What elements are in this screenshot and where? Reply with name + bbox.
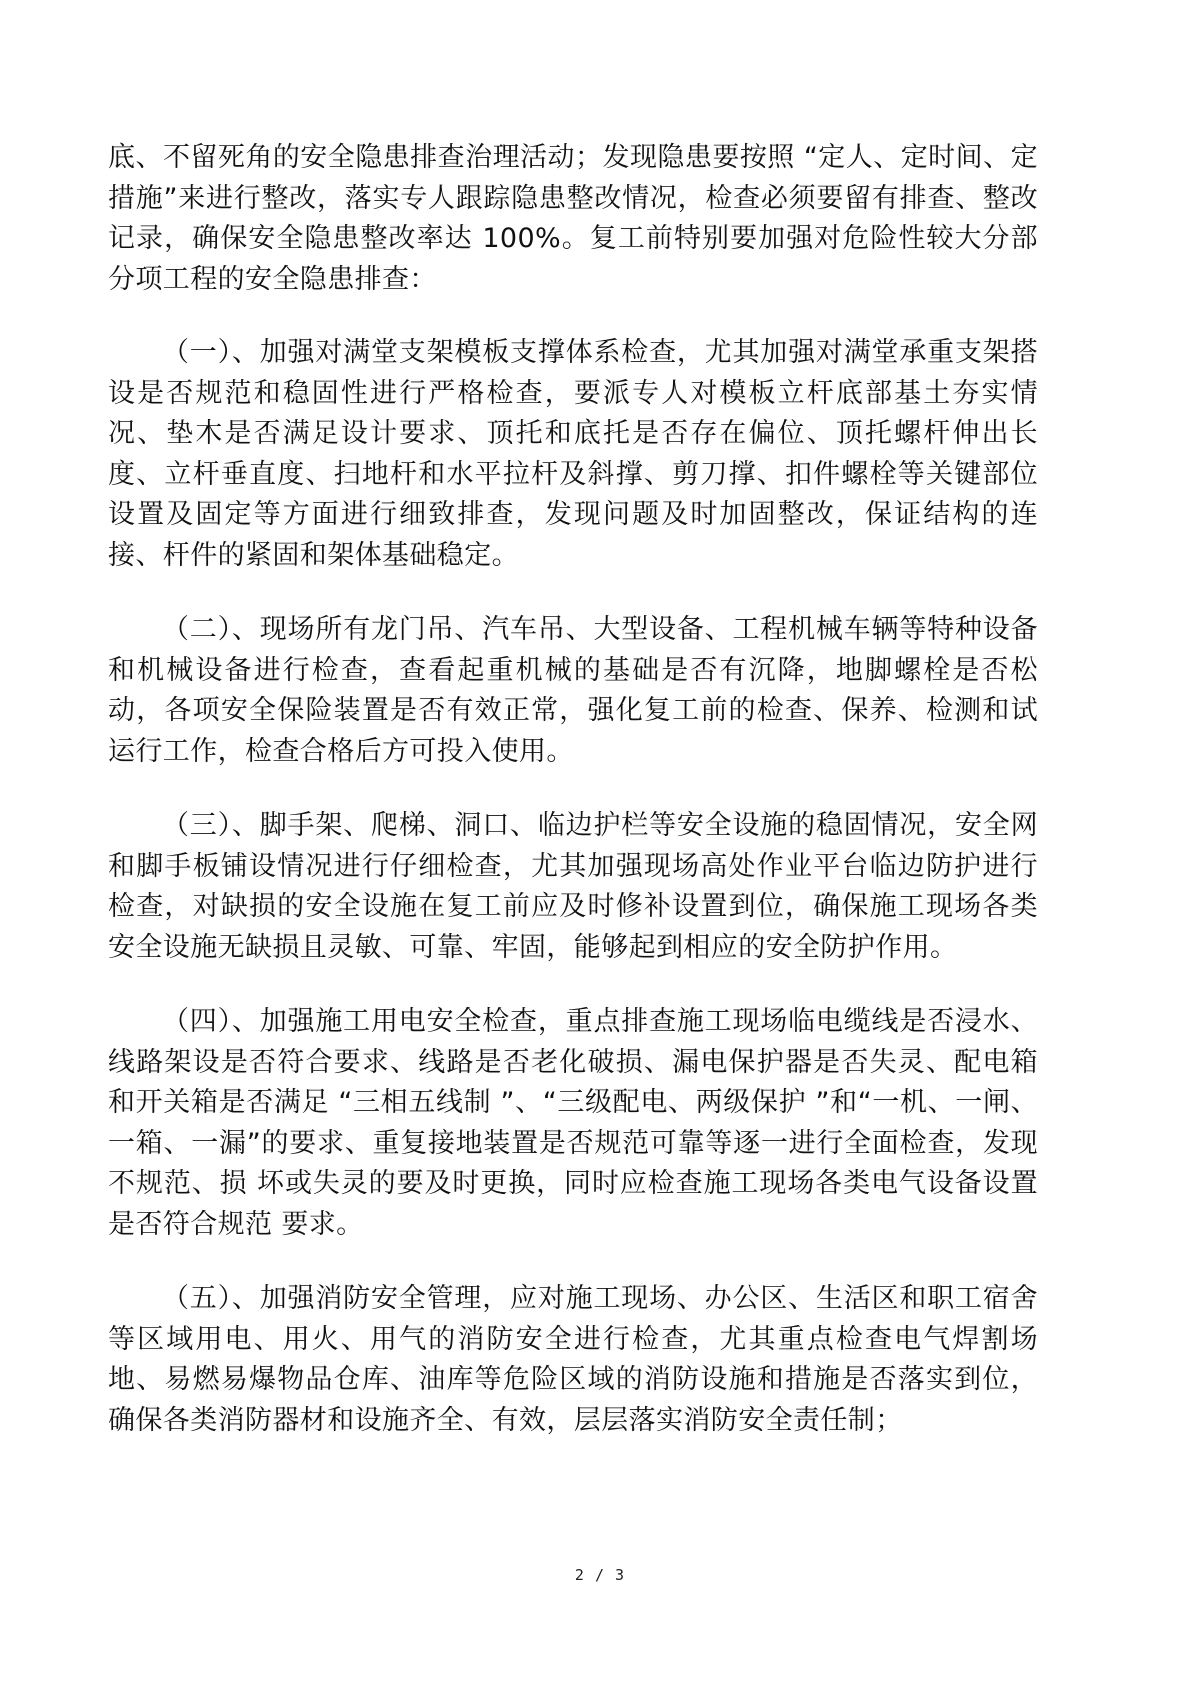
paragraph-section-1-formwork-support: （一）、加强对满堂支架模板支撑体系检查，尤其加强对满堂承重支架搭设是否规范和稳固性进行严格检查，要派专人对模板立杆底部基土夯实情况、垫木是否满足设计要求、顶托和底托是否存在偏位、顶托螺杆伸出长度、立杆垂直度、扫地杆和水平拉杆及斜撑、剪刀撑、扣件螺栓等关键部位设置及固定等方面进行细致排查，发现问题及时加固整改，保证结构的连接、杆件的紧固和架体基础稳定。 bbox=[108, 337, 1038, 571]
page-number: 2 / 3 bbox=[574, 1566, 626, 1584]
paragraph-hazard-inspection-intro: 底、不留死角的安全隐患排查治理活动；发现隐患要按照 “定人、定时间、定措施”来进行整改，落实专人跟踪隐患整改情况，检查必须要留有排查、整改记录，确保安全隐患整改率达 100%。复工前特别要加强对危险性较大分部分项工程的安全隐患排查： bbox=[108, 142, 1038, 295]
paragraph-section-2-lifting-equipment: （二）、现场所有龙门吊、汽车吊、大型设备、工程机械车辆等特种设备和机械设备进行检查，查看起重机械的基础是否有沉降，地脚螺栓是否松动，各项安全保险装置是否有效正常，强化复工前的检查、保养、检测和试运行工作，检查合格后方可投入使用。 bbox=[108, 614, 1038, 767]
document-body bbox=[108, 138, 1038, 1441]
paragraph-section-4-electrical-safety: （四）、加强施工用电安全检查，重点排查施工现场临电缆线是否浸水、线路架设是否符合要求、线路是否老化破损、漏电保护器是否失灵、配电箱和开关箱是否满足 “三相五线制 ”、“三级配电、两级保护 ”和“一机、一闸、一箱、一漏”的要求、重复接地装置是否规范可靠等逐一进行全面检查，发现不规范、损 坏或失灵的要及时更换，同时应检查施工现场各类电气设备设置是否符合规范 要求。 bbox=[108, 1006, 1038, 1240]
paragraph-section-3-safety-facilities: （三）、脚手架、爬梯、洞口、临边护栏等安全设施的稳固情况，安全网和脚手板铺设情况进行仔细检查，尤其加强现场高处作业平台临边防护进行检查，对缺损的安全设施在复工前应及时修补设置到位，确保施工现场各类安全设施无缺损且灵敏、可靠、牢固，能够起到相应的安全防护作用。 bbox=[108, 810, 1038, 963]
paragraph-section-5-fire-safety: （五）、加强消防安全管理，应对施工现场、办公区、生活区和职工宿舍等区域用电、用火、用气的消防安全进行检查，尤其重点检查电气焊割场地、易燃易爆物品仓库、油库等危险区域的消防设施和措施是否落实到位，确保各类消防器材和设施齐全、有效，层层落实消防安全责任制； bbox=[108, 1283, 1038, 1436]
